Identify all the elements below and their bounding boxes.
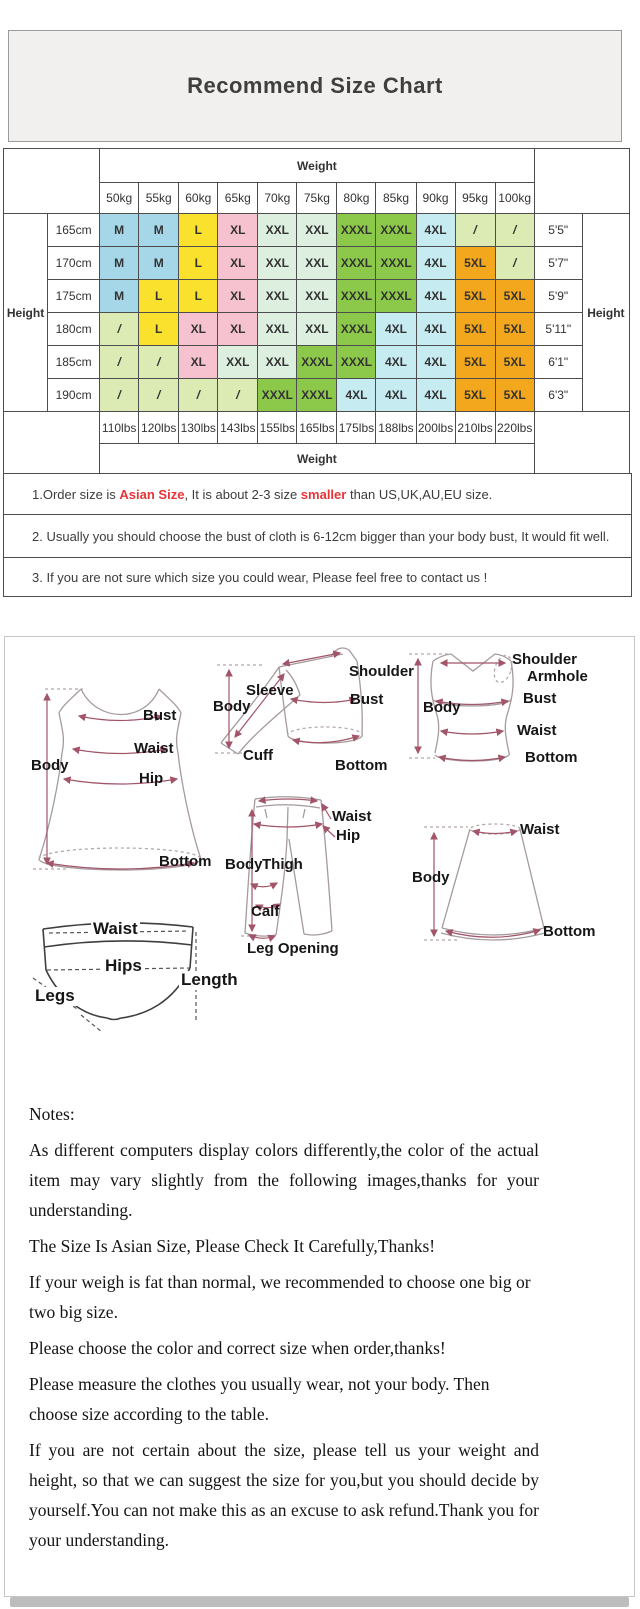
size-cell: / (100, 379, 139, 412)
weight-lbs-cell: 210lbs (455, 412, 495, 444)
order-note-1-text (4, 487, 492, 502)
vest-shoulder-label: Shoulder (512, 651, 578, 668)
dress-hip-label: Hip (139, 770, 164, 787)
weight-lbs-cell: 200lbs (416, 412, 455, 444)
size-cell: XXXL (337, 214, 376, 247)
notes-paragraph: As different computers display colors differently,the color of the actual item may vary slightly from the following images,thanks for your understanding. (29, 1140, 539, 1220)
size-table-section (3, 148, 632, 597)
weight-kg-cell: 55kg (139, 183, 179, 214)
weight-kg-cell: 80kg (337, 183, 376, 214)
size-cell: XXL (218, 346, 258, 379)
shirt-body-label: Body (213, 698, 251, 715)
corner-cell (4, 149, 100, 214)
shirt-bottom-label: Bottom (335, 757, 388, 774)
size-cell: XXL (297, 214, 337, 247)
notes-heading: Notes: (29, 1104, 75, 1124)
weight-header-cell: Weight (100, 149, 535, 183)
corner-cell (534, 412, 629, 474)
size-cell: / (455, 214, 495, 247)
corner-cell (534, 149, 629, 214)
size-cell: 5XL (455, 346, 495, 379)
height-cm-cell: 185cm (48, 346, 100, 379)
height-label-left: Height (4, 214, 48, 412)
height-cm-cell: 175cm (48, 280, 100, 313)
weight-kg-cell: 100kg (495, 183, 534, 214)
size-cell: 5XL (455, 313, 495, 346)
weight-lbs-cell: 188lbs (376, 412, 416, 444)
order-note-2 (3, 514, 632, 558)
size-cell: XXL (297, 247, 337, 280)
size-cell: XL (218, 247, 258, 280)
weight-lbs-cell: 110lbs (100, 412, 139, 444)
size-cell: XXL (258, 313, 297, 346)
size-cell: 5XL (495, 280, 534, 313)
size-cell: L (179, 280, 218, 313)
size-cell: / (495, 214, 534, 247)
size-cell: XXL (258, 280, 297, 313)
height-cm-cell: 180cm (48, 313, 100, 346)
briefs-waist-label: Waist (93, 919, 138, 938)
shirt-cuff-label: Cuff (243, 747, 273, 764)
weight-kg-cell: 70kg (258, 183, 297, 214)
size-cell: XXL (258, 247, 297, 280)
size-cell: XXL (258, 214, 297, 247)
order-note-1-part: 1.Order size is (32, 486, 120, 502)
height-ft-cell: 5'9" (534, 280, 582, 313)
pants-body-label: Body (225, 856, 263, 873)
weight-kg-cell: 50kg (100, 183, 139, 214)
order-note-3 (3, 557, 632, 597)
pants-thigh-label: Thigh (262, 856, 303, 873)
size-cell: 5XL (495, 346, 534, 379)
size-cell: L (139, 313, 179, 346)
size-cell: 4XL (376, 346, 416, 379)
size-cell: 5XL (455, 379, 495, 412)
size-cell: XXXL (258, 379, 297, 412)
vest-bottom-label: Bottom (525, 749, 578, 766)
size-cell: 4XL (416, 280, 455, 313)
size-cell: L (179, 247, 218, 280)
size-cell: / (139, 346, 179, 379)
size-cell: XXXL (297, 379, 337, 412)
size-cell: 4XL (416, 313, 455, 346)
size-cell: 4XL (337, 379, 376, 412)
height-cm-cell: 165cm (48, 214, 100, 247)
shirt-bust-label: Bust (350, 691, 384, 708)
dress-body-label: Body (31, 757, 69, 774)
size-cell: 4XL (416, 346, 455, 379)
briefs-legs-label: Legs (35, 986, 75, 1005)
size-cell: XXXL (376, 247, 416, 280)
size-cell: / (100, 313, 139, 346)
size-chart-table (3, 148, 630, 474)
size-cell: 5XL (495, 313, 534, 346)
skirt-waist-label: Waist (520, 821, 560, 838)
briefs-diagram (33, 923, 196, 1032)
size-cell: 5XL (455, 247, 495, 280)
weight-kg-cell: 95kg (455, 183, 495, 214)
notes-paragraph: Please measure the clothes you usually wear, not your body. Then choose size according to the table. (29, 1374, 490, 1424)
dress-bust-label: Bust (143, 707, 177, 724)
size-cell: L (139, 280, 179, 313)
table-row (4, 346, 630, 379)
size-cell: XXXL (376, 280, 416, 313)
height-ft-cell: 6'1" (534, 346, 582, 379)
size-cell: XL (179, 313, 218, 346)
weight-lbs-cell: 165lbs (297, 412, 337, 444)
bottom-shadow (10, 1597, 629, 1607)
skirt-bottom-label: Bottom (543, 923, 596, 940)
pants-hip-label: Hip (336, 827, 361, 844)
table-row (4, 313, 630, 346)
height-ft-cell: 5'5" (534, 214, 582, 247)
weight-footer-cell: Weight (100, 444, 535, 474)
vest-waist-label: Waist (517, 722, 557, 739)
order-note-1-part: , It is about 2-3 size (184, 486, 301, 502)
size-cell: 4XL (416, 247, 455, 280)
weight-lbs-cell: 130lbs (179, 412, 218, 444)
size-cell: / (179, 379, 218, 412)
height-ft-cell: 5'7" (534, 247, 582, 280)
chart-title: Recommend Size Chart (187, 73, 443, 98)
size-cell: / (218, 379, 258, 412)
size-cell: XXXL (337, 247, 376, 280)
order-note-1 (3, 473, 632, 515)
vest-bust-label: Bust (523, 690, 557, 707)
size-cell: XL (179, 346, 218, 379)
size-cell: / (495, 247, 534, 280)
table-row (4, 280, 630, 313)
weight-kg-cell: 65kg (218, 183, 258, 214)
pants-waist-label: Waist (332, 808, 372, 825)
shirt-shoulder-label: Shoulder (349, 663, 415, 680)
weight-kg-cell: 60kg (179, 183, 218, 214)
size-cell: 5XL (495, 379, 534, 412)
table-row (4, 149, 630, 183)
table-row (4, 412, 630, 444)
measurement-guide-section (4, 636, 635, 1597)
order-note-1-part: than US,UK,AU,EU size. (346, 486, 493, 502)
size-cell: XL (218, 280, 258, 313)
size-cell: XXXL (297, 346, 337, 379)
dress-bottom-label: Bottom (159, 853, 212, 870)
height-ft-cell: 6'3" (534, 379, 582, 412)
size-cell: 4XL (416, 214, 455, 247)
size-cell: XXXL (337, 313, 376, 346)
order-note-1-red-asian-size: Asian Size (119, 486, 185, 502)
shirt-sleeve-label: Sleeve (246, 682, 294, 699)
size-cell: / (139, 379, 179, 412)
title-box (8, 30, 622, 142)
size-cell: L (179, 214, 218, 247)
pants-leg-opening-label: Leg Opening (247, 940, 339, 957)
size-cell: / (100, 346, 139, 379)
table-row (4, 379, 630, 412)
weight-lbs-cell: 175lbs (337, 412, 376, 444)
vest-body-label: Body (423, 699, 461, 716)
height-cm-cell: 170cm (48, 247, 100, 280)
table-row (4, 247, 630, 280)
weight-lbs-cell: 143lbs (218, 412, 258, 444)
notes-paragraph: If you are not certain about the size, please tell us your weight and height, so that we can suggest the size for you,but you should decide by yourself.You can not make this as an excuse to ask refund.Thank you for your understanding. (29, 1440, 539, 1550)
weight-lbs-cell: 220lbs (495, 412, 534, 444)
size-cell: M (139, 214, 179, 247)
order-note-3-text: 3. If you are not sure which size you could wear, Please feel free to contact us ! (32, 569, 488, 585)
notes-section (29, 1099, 539, 1561)
size-cell: XXXL (376, 214, 416, 247)
order-note-1-red-smaller: smaller (300, 486, 347, 502)
briefs-length-label: Length (181, 970, 238, 989)
size-cell: XXXL (337, 346, 376, 379)
size-cell: XL (218, 214, 258, 247)
notes-paragraph: The Size Is Asian Size, Please Check It Carefully,Thanks! (29, 1236, 436, 1256)
size-cell: M (100, 247, 139, 280)
vest-armhole-label: Armhole (527, 668, 588, 685)
weight-kg-cell: 85kg (376, 183, 416, 214)
corner-cell (4, 412, 100, 474)
size-cell: XL (218, 313, 258, 346)
size-cell: 4XL (376, 379, 416, 412)
size-cell: XXXL (337, 280, 376, 313)
weight-lbs-cell: 120lbs (139, 412, 179, 444)
size-cell: M (100, 280, 139, 313)
size-cell: XXL (258, 346, 297, 379)
weight-lbs-cell: 155lbs (258, 412, 297, 444)
height-cm-cell: 190cm (48, 379, 100, 412)
dress-waist-label: Waist (134, 740, 174, 757)
size-cell: M (100, 214, 139, 247)
height-ft-cell: 5'11" (534, 313, 582, 346)
notes-paragraph: If your weigh is fat than normal, we recommended to choose one big or two big size. (29, 1272, 531, 1322)
pants-calf-label: Calf (251, 903, 280, 920)
size-cell: 4XL (416, 379, 455, 412)
weight-kg-cell: 75kg (297, 183, 337, 214)
briefs-hips-label: Hips (105, 956, 142, 975)
table-row (4, 214, 630, 247)
weight-kg-cell: 90kg (416, 183, 455, 214)
height-label-right: Height (582, 214, 629, 412)
size-cell: 4XL (376, 313, 416, 346)
order-note-2-text: 2. Usually you should choose the bust of cloth is 6-12cm bigger than your body bust, It would fit well. (32, 528, 610, 544)
size-cell: XXL (297, 313, 337, 346)
size-cell: XXL (297, 280, 337, 313)
notes-paragraph: Please choose the color and correct size when order,thanks! (29, 1338, 446, 1358)
skirt-body-label: Body (412, 869, 450, 886)
size-cell: 5XL (455, 280, 495, 313)
size-cell: M (139, 247, 179, 280)
